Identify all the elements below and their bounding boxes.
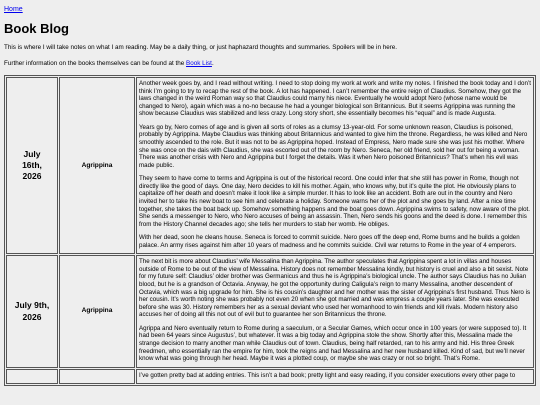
date-line: 16th, (22, 160, 42, 171)
date-line: July (23, 149, 41, 160)
home-link[interactable]: Home (4, 6, 23, 13)
date-line: 2026 (22, 311, 42, 322)
entry-date (6, 255, 58, 367)
book-list-link[interactable]: Book List (186, 59, 212, 67)
entry-date (6, 77, 58, 254)
entry-paragraph: With her dead, soon he cleans house. Seneca is forced to commit suicide. Nero goes off the deep end, Rome burns and he builds a golden palace. An army rises against him after 10 years of madness and he commits suicide. Civil war returns to Rome in the year of 4 emperors. (139, 234, 520, 249)
blog-table (4, 75, 536, 386)
date-line: 2026 (22, 171, 42, 182)
entry-paragraph: I’ve gotten pretty bad at adding entries. This isn’t a bad book; pretty light and easy reading, if you consider executions every other page to (139, 371, 516, 379)
entry-text (136, 369, 534, 385)
entry-paragraph: The next bit is more about Claudius’ wife Messalina than Agrippina. The author speculates that Agrippina spent a lot in villas and houses outside of Rome to be out of the view of Messalina. History does not remember Messalina kindly, but history is cruel and also a bit sexist. Note for my future self: Claudius’ older brother was Germanicus and thus he is Agrippina’s biological uncle. The author says Claudius has no Julian blood, but he is a grandson of Octavia. Anyway, he got the opportunity during Caligula’s reign to marry Messalina, another descendent of Octavia, which was a big upgrade for him. She is his cousin’s daughter and her mother was the sister of Agrippina’s first husband. Thus Nero is her cousin. It’s worth noting she was probably not even 20 when she got married and was empress a couple years later. She was executed before she was 30. History remembers her as a sexual deviant who used her womanhood to win friends and kill rivals. Modern history also accuses her of doing all this not out of evil but to guarantee her son Britannicus the throne. (139, 258, 531, 319)
entry-text (136, 77, 534, 254)
entry-paragraph: Another week goes by, and I read without writing. I need to stop doing my work at work and write my notes. I finished the book today and I don’t think I’m going to try to recap the rest of the book. A lot has happened. I can’t remember the entire reign of Claudius. Somehow, they got the laws changed in the weird Roman way so that Claudius could marry his niece. Eventually he would adopt Nero (whose name would be changed to Nero), again which was a no-no because he had a younger biological son Britannicus. But it seems Agrippina was running the show because Claudius was stabilized and less crazy. Long story short, she essentially becomes his “equal” and is made Augusta. (139, 80, 531, 118)
entry-book-title: Agrippina (59, 255, 135, 367)
entry-book-title (59, 369, 135, 385)
page-title: Book Blog (4, 21, 69, 36)
intro-text: This is where I will take notes on what I am reading. May be a daily thing, or just haphazard thoughts and summaries. Spoilers will be in here. (4, 44, 398, 51)
info-prefix: Further information on the books themselves can be found at the (4, 59, 187, 67)
entry-paragraph: Years go by, Nero comes of age and is given all sorts of roles as a clumsy 13-year-old. For some unknown reason, Claudius is poisoned, probably by Agrippina. Maybe Claudius was thinking about Britannicus and wanted to give him the throne. Regardless, he was killed and Nero smoothly ascended to the role. But it was not to be as Agrippina hoped. Instead of Empress, Nero made sure she was just his mother. Where she was once on the dais with Claudius, she was escorted out of the room by Nero. Seneca, her old friend, sold her out for being a woman. There was another crisis with Nero and Agrippina but I forget the details. Was it when Nero poisoned Britannicus? That’s when his evil was made public. (139, 123, 528, 169)
table-row (6, 369, 534, 385)
entry-date (6, 369, 58, 385)
info-line (4, 60, 536, 68)
entry-book-title: Agrippina (59, 77, 135, 254)
entry-paragraph: They seem to have come to terms and Agrippina is out of the historical record. One could infer that she still has power in Rome, though not directly like the good ol’ days. One day, Nero decides to kill his mother. Again, who knows why, but it’s quite the plot. He obviously plans to capitalize off her death and doesn’t make it look like a simple murder. It has to look like an accident. Both are out in the country and Nero invited her to take his new boat to see him and celebrate a holiday. Someone warns her of the plot and she goes by land. After a nice time together, she takes the boat back up. Somehow something happens and the boat goes down. Agrippina swims to safety, now aware of the plot. She sends a messenger to Nero, who Nero accuses of being an assassin. Then, Nero sends his goons and the deed is done. I remember this from the History Channel decades ago; she tells her murders to stab her womb. He obliges. (139, 175, 530, 228)
date-line: July 9th, (14, 300, 50, 311)
entry-text (136, 255, 534, 367)
entry-paragraph: Agrippa and Nero eventually return to Rome during a saeculum, or a Secular Games, which occur once in 100 years (or were supposed to). It had been 64 years since Augustus’, but whatever. It was a big today and Agrippina stole the show. Shortly after this, Messalina made the strange decision to marry another man while Claudius out of town. Claudius, being half retarded, ran to his army and hid. His three Greek freedmen, who essentially ran the empire for him, took the reigns and had Messalina and her new husband killed. Kind of sad, but we’ll never know what was going through her head. Maybe it was a plotted coup, or maybe she was crazy or not so bright. That’s Rome. (139, 324, 527, 363)
info-suffix: . (211, 59, 214, 67)
table-row (6, 255, 534, 367)
table-row (6, 77, 534, 254)
